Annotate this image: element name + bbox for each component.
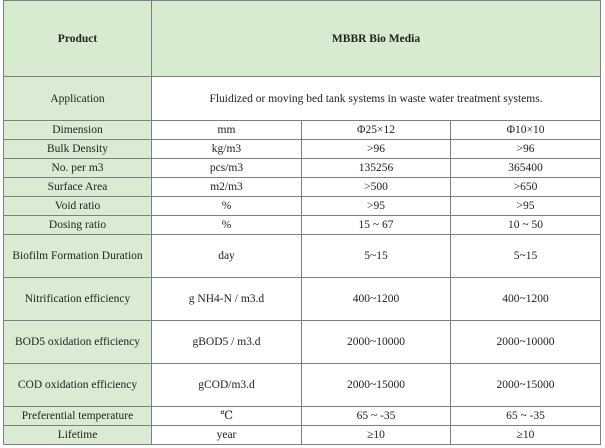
- table-row: [4, 321, 601, 364]
- row-value-a: ≥10: [302, 426, 451, 445]
- row-unit: %: [152, 197, 302, 216]
- row-value-b: >96: [451, 140, 601, 159]
- row-label: BOD5 oxidation efficiency: [4, 321, 152, 364]
- row-value-b: >95: [451, 197, 601, 216]
- row-label: Bulk Density: [4, 140, 152, 159]
- row-unit: pcs/m3: [152, 159, 302, 178]
- application-value: Fluidized or moving bed tank systems in waste water treatment systems.: [152, 77, 601, 121]
- row-value-a: 5~15: [302, 235, 451, 278]
- row-value-a: Φ25×12: [302, 121, 451, 140]
- row-value-b: 365400: [451, 159, 601, 178]
- row-unit: kg/m3: [152, 140, 302, 159]
- table-header-row: [4, 1, 601, 77]
- row-label: Dosing ratio: [4, 216, 152, 235]
- table-row: [4, 121, 601, 140]
- row-value-a: >95: [302, 197, 451, 216]
- table-row: [4, 159, 601, 178]
- table-row: [4, 140, 601, 159]
- row-value-a: 15 ~ 67: [302, 216, 451, 235]
- row-label: Void ratio: [4, 197, 152, 216]
- table-row: [4, 364, 601, 407]
- row-value-b: >650: [451, 178, 601, 197]
- row-value-b: 400~1200: [451, 278, 601, 321]
- row-unit: ℃: [152, 407, 302, 426]
- row-value-a: >500: [302, 178, 451, 197]
- row-label: Lifetime: [4, 426, 152, 445]
- row-value-b: 5~15: [451, 235, 601, 278]
- row-label: Nitrification efficiency: [4, 278, 152, 321]
- table-row: [4, 216, 601, 235]
- table-row: [4, 278, 601, 321]
- row-value-a: >96: [302, 140, 451, 159]
- row-unit: day: [152, 235, 302, 278]
- row-label: Surface Area: [4, 178, 152, 197]
- row-value-a: 135256: [302, 159, 451, 178]
- table-row: [4, 235, 601, 278]
- table-row: [4, 407, 601, 426]
- row-unit: gCOD/m3.d: [152, 364, 302, 407]
- application-row: [4, 77, 601, 121]
- row-value-a: 2000~15000: [302, 364, 451, 407]
- product-value: MBBR Bio Media: [152, 1, 601, 77]
- row-unit: mm: [152, 121, 302, 140]
- row-unit: %: [152, 216, 302, 235]
- row-value-a: 400~1200: [302, 278, 451, 321]
- row-label: COD oxidation efficiency: [4, 364, 152, 407]
- row-value-b: 2000~10000: [451, 321, 601, 364]
- row-label: No. per m3: [4, 159, 152, 178]
- row-unit: g NH4-N / m3.d: [152, 278, 302, 321]
- row-unit: m2/m3: [152, 178, 302, 197]
- row-unit: gBOD5 / m3.d: [152, 321, 302, 364]
- row-label: Preferential temperature: [4, 407, 152, 426]
- row-value-b: 65 ~ -35: [451, 407, 601, 426]
- row-label: Dimension: [4, 121, 152, 140]
- row-label: Biofilm Formation Duration: [4, 235, 152, 278]
- row-value-b: ≥10: [451, 426, 601, 445]
- row-value-b: 2000~15000: [451, 364, 601, 407]
- table-row: [4, 197, 601, 216]
- row-value-b: 10 ~ 50: [451, 216, 601, 235]
- application-label: Application: [4, 77, 152, 121]
- row-value-b: Φ10×10: [451, 121, 601, 140]
- table-row: [4, 426, 601, 445]
- product-label: Product: [4, 1, 152, 77]
- row-value-a: 65 ~ -35: [302, 407, 451, 426]
- spec-table: [3, 0, 601, 445]
- table-row: [4, 178, 601, 197]
- row-value-a: 2000~10000: [302, 321, 451, 364]
- row-unit: year: [152, 426, 302, 445]
